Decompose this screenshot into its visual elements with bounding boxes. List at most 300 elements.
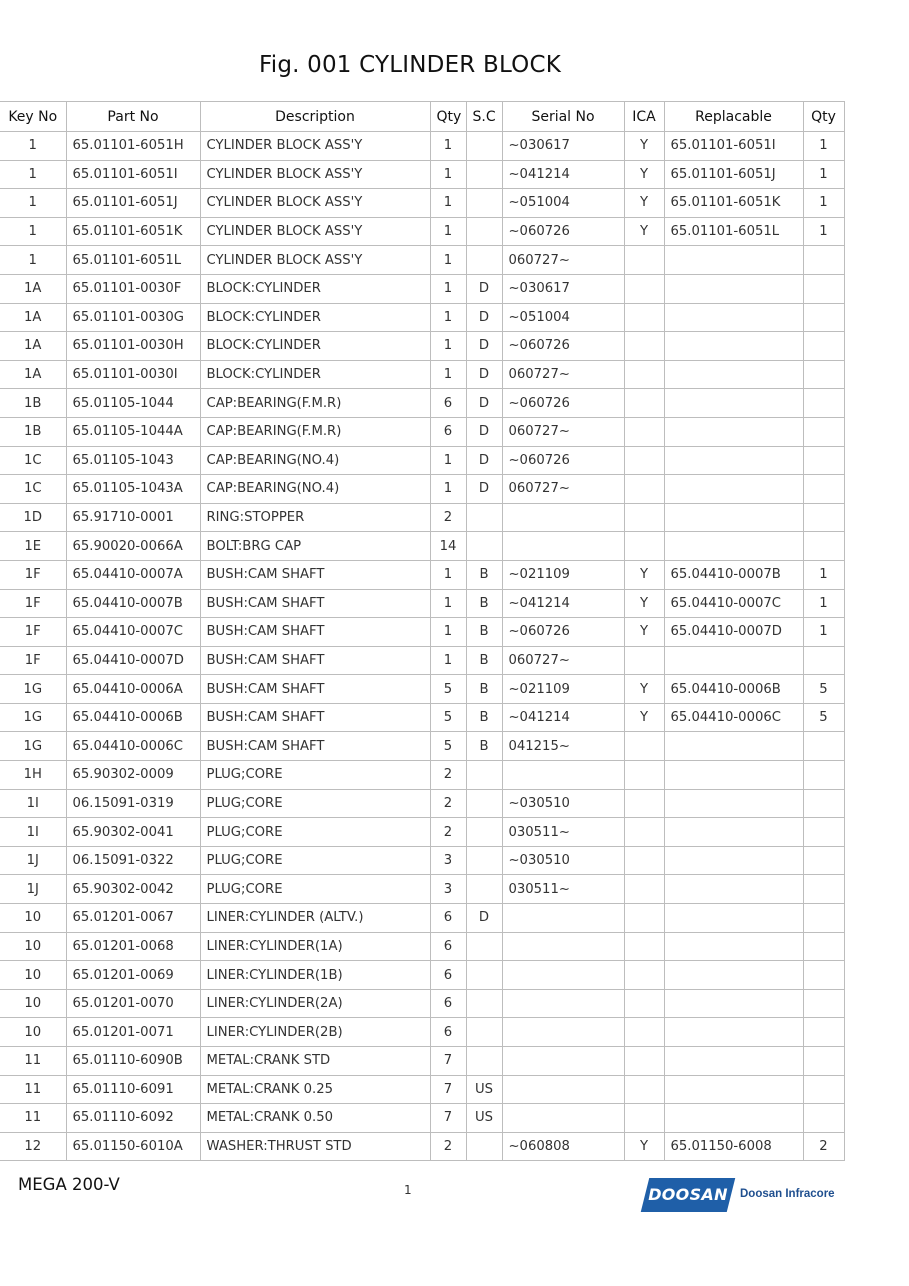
col-header-ica: ICA xyxy=(624,102,664,132)
cell-qty: 3 xyxy=(430,875,466,904)
cell-description: LINER:CYLINDER(1A) xyxy=(200,932,430,961)
cell-ica: Y xyxy=(624,589,664,618)
cell-description: BLOCK:CYLINDER xyxy=(200,274,430,303)
cell-sc: D xyxy=(466,904,502,933)
cell-replacable xyxy=(664,332,803,361)
cell-replacable-qty xyxy=(803,904,844,933)
cell-part-no: 65.01201-0067 xyxy=(66,904,200,933)
cell-serial-no: ~021109 xyxy=(502,675,624,704)
cell-ica: Y xyxy=(624,217,664,246)
cell-replacable-qty xyxy=(803,761,844,790)
cell-replacable-qty xyxy=(803,274,844,303)
cell-description: METAL:CRANK 0.50 xyxy=(200,1104,430,1133)
cell-qty: 1 xyxy=(430,475,466,504)
cell-key-no: 1F xyxy=(0,618,66,647)
cell-part-no: 65.04410-0006C xyxy=(66,732,200,761)
cell-part-no: 65.04410-0007D xyxy=(66,646,200,675)
cell-replacable-qty: 1 xyxy=(803,189,844,218)
cell-serial-no xyxy=(502,1075,624,1104)
logo-mark-text: DOOSAN xyxy=(648,1185,728,1204)
col-header-qty: Qty xyxy=(430,102,466,132)
table-row xyxy=(0,818,844,847)
cell-ica xyxy=(624,246,664,275)
cell-replacable-qty xyxy=(803,1047,844,1076)
cell-replacable-qty xyxy=(803,303,844,332)
cell-sc xyxy=(466,160,502,189)
cell-replacable-qty xyxy=(803,475,844,504)
cell-part-no: 65.90302-0041 xyxy=(66,818,200,847)
cell-ica xyxy=(624,875,664,904)
cell-sc: D xyxy=(466,389,502,418)
cell-qty: 1 xyxy=(430,160,466,189)
cell-sc xyxy=(466,818,502,847)
cell-qty: 7 xyxy=(430,1104,466,1133)
table-row xyxy=(0,274,844,303)
cell-key-no: 1 xyxy=(0,217,66,246)
cell-part-no: 65.01101-6051J xyxy=(66,189,200,218)
cell-sc xyxy=(466,932,502,961)
cell-description: CAP:BEARING(F.M.R) xyxy=(200,417,430,446)
cell-qty: 6 xyxy=(430,961,466,990)
cell-qty: 1 xyxy=(430,589,466,618)
cell-replacable xyxy=(664,503,803,532)
cell-key-no: 1B xyxy=(0,389,66,418)
cell-ica: Y xyxy=(624,132,664,161)
cell-ica: Y xyxy=(624,160,664,189)
cell-key-no: 1J xyxy=(0,875,66,904)
cell-sc: D xyxy=(466,360,502,389)
cell-ica xyxy=(624,1104,664,1133)
cell-description: PLUG;CORE xyxy=(200,761,430,790)
cell-key-no: 11 xyxy=(0,1075,66,1104)
cell-key-no: 10 xyxy=(0,932,66,961)
cell-sc xyxy=(466,503,502,532)
cell-sc xyxy=(466,989,502,1018)
cell-replacable-qty xyxy=(803,789,844,818)
cell-key-no: 1A xyxy=(0,360,66,389)
cell-description: CYLINDER BLOCK ASS'Y xyxy=(200,246,430,275)
cell-ica xyxy=(624,303,664,332)
cell-description: BUSH:CAM SHAFT xyxy=(200,703,430,732)
table-row xyxy=(0,1104,844,1133)
cell-description: CYLINDER BLOCK ASS'Y xyxy=(200,132,430,161)
cell-description: METAL:CRANK 0.25 xyxy=(200,1075,430,1104)
cell-replacable: 65.04410-0006B xyxy=(664,675,803,704)
cell-replacable xyxy=(664,274,803,303)
cell-replacable xyxy=(664,732,803,761)
cell-replacable xyxy=(664,1075,803,1104)
cell-replacable xyxy=(664,417,803,446)
cell-description: CAP:BEARING(F.M.R) xyxy=(200,389,430,418)
cell-qty: 2 xyxy=(430,761,466,790)
col-header-description: Description xyxy=(200,102,430,132)
cell-serial-no xyxy=(502,932,624,961)
cell-serial-no xyxy=(502,989,624,1018)
cell-part-no: 65.04410-0006B xyxy=(66,703,200,732)
cell-serial-no xyxy=(502,1047,624,1076)
cell-sc: US xyxy=(466,1075,502,1104)
cell-key-no: 10 xyxy=(0,961,66,990)
cell-ica: Y xyxy=(624,189,664,218)
cell-serial-no: 060727~ xyxy=(502,360,624,389)
table-row xyxy=(0,417,844,446)
cell-key-no: 1I xyxy=(0,789,66,818)
cell-replacable-qty: 1 xyxy=(803,589,844,618)
table-row xyxy=(0,932,844,961)
cell-replacable: 65.04410-0006C xyxy=(664,703,803,732)
cell-replacable xyxy=(664,303,803,332)
cell-part-no: 65.01150-6010A xyxy=(66,1132,200,1161)
cell-serial-no: ~041214 xyxy=(502,589,624,618)
cell-key-no: 1G xyxy=(0,732,66,761)
cell-sc xyxy=(466,132,502,161)
cell-key-no: 1E xyxy=(0,532,66,561)
table-row xyxy=(0,389,844,418)
cell-serial-no: ~060726 xyxy=(502,618,624,647)
cell-description: PLUG;CORE xyxy=(200,846,430,875)
cell-replacable-qty: 1 xyxy=(803,217,844,246)
cell-sc: B xyxy=(466,703,502,732)
cell-ica xyxy=(624,360,664,389)
cell-replacable xyxy=(664,875,803,904)
cell-key-no: 1A xyxy=(0,274,66,303)
cell-ica xyxy=(624,932,664,961)
page-number: 1 xyxy=(404,1183,412,1197)
cell-serial-no: 030511~ xyxy=(502,875,624,904)
cell-ica xyxy=(624,989,664,1018)
table-row xyxy=(0,589,844,618)
cell-key-no: 10 xyxy=(0,1018,66,1047)
cell-part-no: 65.01201-0069 xyxy=(66,961,200,990)
col-header-part-no: Part No xyxy=(66,102,200,132)
cell-ica xyxy=(624,761,664,790)
table-row xyxy=(0,675,844,704)
cell-description: BUSH:CAM SHAFT xyxy=(200,589,430,618)
cell-serial-no: 060727~ xyxy=(502,646,624,675)
cell-serial-no: ~021109 xyxy=(502,560,624,589)
cell-ica xyxy=(624,532,664,561)
cell-qty: 1 xyxy=(430,132,466,161)
cell-ica xyxy=(624,646,664,675)
cell-description: BLOCK:CYLINDER xyxy=(200,360,430,389)
cell-replacable-qty xyxy=(803,446,844,475)
cell-part-no: 65.04410-0007C xyxy=(66,618,200,647)
cell-qty: 5 xyxy=(430,703,466,732)
table-row xyxy=(0,189,844,218)
table-row xyxy=(0,961,844,990)
cell-replacable-qty xyxy=(803,332,844,361)
cell-sc: D xyxy=(466,332,502,361)
cell-description: BUSH:CAM SHAFT xyxy=(200,560,430,589)
table-row xyxy=(0,618,844,647)
cell-description: BUSH:CAM SHAFT xyxy=(200,675,430,704)
cell-replacable: 65.01150-6008 xyxy=(664,1132,803,1161)
cell-ica xyxy=(624,503,664,532)
cell-serial-no xyxy=(502,1018,624,1047)
table-row xyxy=(0,475,844,504)
cell-sc xyxy=(466,961,502,990)
cell-replacable-qty xyxy=(803,503,844,532)
cell-description: PLUG;CORE xyxy=(200,818,430,847)
cell-replacable-qty xyxy=(803,1018,844,1047)
cell-part-no: 65.01101-0030H xyxy=(66,332,200,361)
cell-serial-no: 041215~ xyxy=(502,732,624,761)
cell-replacable xyxy=(664,904,803,933)
cell-replacable-qty xyxy=(803,818,844,847)
cell-sc: D xyxy=(466,274,502,303)
cell-key-no: 1 xyxy=(0,189,66,218)
cell-serial-no: 060727~ xyxy=(502,246,624,275)
cell-qty: 1 xyxy=(430,303,466,332)
cell-serial-no: ~030510 xyxy=(502,846,624,875)
table-row xyxy=(0,132,844,161)
cell-replacable xyxy=(664,961,803,990)
table-row xyxy=(0,446,844,475)
cell-serial-no: ~041214 xyxy=(502,160,624,189)
cell-sc xyxy=(466,761,502,790)
cell-qty: 6 xyxy=(430,1018,466,1047)
cell-replacable-qty xyxy=(803,389,844,418)
cell-replacable xyxy=(664,989,803,1018)
cell-description: BUSH:CAM SHAFT xyxy=(200,732,430,761)
cell-replacable-qty xyxy=(803,646,844,675)
cell-sc xyxy=(466,789,502,818)
table-row xyxy=(0,303,844,332)
cell-sc xyxy=(466,1047,502,1076)
cell-ica xyxy=(624,1018,664,1047)
cell-description: CYLINDER BLOCK ASS'Y xyxy=(200,217,430,246)
cell-serial-no xyxy=(502,904,624,933)
cell-description: BOLT:BRG CAP xyxy=(200,532,430,561)
cell-serial-no: ~051004 xyxy=(502,303,624,332)
cell-qty: 1 xyxy=(430,446,466,475)
cell-replacable: 65.01101-6051L xyxy=(664,217,803,246)
cell-replacable-qty xyxy=(803,532,844,561)
cell-replacable-qty: 2 xyxy=(803,1132,844,1161)
cell-qty: 14 xyxy=(430,532,466,561)
cell-serial-no xyxy=(502,1104,624,1133)
cell-replacable-qty xyxy=(803,932,844,961)
cell-key-no: 1C xyxy=(0,475,66,504)
cell-part-no: 65.04410-0007A xyxy=(66,560,200,589)
cell-key-no: 1D xyxy=(0,503,66,532)
table-row xyxy=(0,875,844,904)
cell-part-no: 65.01110-6090B xyxy=(66,1047,200,1076)
table-row xyxy=(0,217,844,246)
cell-replacable-qty xyxy=(803,417,844,446)
cell-ica: Y xyxy=(624,560,664,589)
cell-replacable xyxy=(664,789,803,818)
cell-description: CAP:BEARING(NO.4) xyxy=(200,475,430,504)
cell-replacable xyxy=(664,360,803,389)
cell-key-no: 12 xyxy=(0,1132,66,1161)
cell-key-no: 1A xyxy=(0,332,66,361)
cell-qty: 6 xyxy=(430,417,466,446)
cell-sc: B xyxy=(466,646,502,675)
cell-replacable-qty xyxy=(803,1075,844,1104)
cell-ica xyxy=(624,389,664,418)
table-row xyxy=(0,503,844,532)
cell-replacable-qty xyxy=(803,846,844,875)
cell-part-no: 65.04410-0007B xyxy=(66,589,200,618)
cell-replacable xyxy=(664,818,803,847)
cell-description: BUSH:CAM SHAFT xyxy=(200,618,430,647)
cell-sc xyxy=(466,217,502,246)
cell-qty: 1 xyxy=(430,618,466,647)
table-row xyxy=(0,703,844,732)
cell-ica xyxy=(624,475,664,504)
cell-qty: 7 xyxy=(430,1047,466,1076)
cell-part-no: 65.01201-0070 xyxy=(66,989,200,1018)
cell-sc xyxy=(466,532,502,561)
cell-sc: D xyxy=(466,417,502,446)
cell-replacable-qty xyxy=(803,246,844,275)
cell-key-no: 1A xyxy=(0,303,66,332)
cell-ica xyxy=(624,904,664,933)
cell-replacable xyxy=(664,932,803,961)
cell-serial-no xyxy=(502,532,624,561)
cell-replacable-qty: 5 xyxy=(803,703,844,732)
cell-replacable-qty xyxy=(803,989,844,1018)
cell-description: BUSH:CAM SHAFT xyxy=(200,646,430,675)
cell-key-no: 1F xyxy=(0,560,66,589)
cell-part-no: 65.01101-6051H xyxy=(66,132,200,161)
cell-sc xyxy=(466,1018,502,1047)
cell-description: CAP:BEARING(NO.4) xyxy=(200,446,430,475)
cell-sc: D xyxy=(466,475,502,504)
cell-part-no: 65.01101-6051I xyxy=(66,160,200,189)
cell-qty: 1 xyxy=(430,560,466,589)
table-row xyxy=(0,789,844,818)
cell-key-no: 1 xyxy=(0,132,66,161)
parts-table xyxy=(0,101,845,1161)
cell-part-no: 65.01101-6051K xyxy=(66,217,200,246)
doosan-logo xyxy=(645,1176,835,1216)
cell-sc xyxy=(466,189,502,218)
cell-serial-no: ~030617 xyxy=(502,132,624,161)
cell-serial-no xyxy=(502,761,624,790)
table-row xyxy=(0,646,844,675)
cell-key-no: 1F xyxy=(0,646,66,675)
cell-ica xyxy=(624,274,664,303)
cell-key-no: 11 xyxy=(0,1047,66,1076)
cell-part-no: 65.01201-0071 xyxy=(66,1018,200,1047)
cell-serial-no: ~060808 xyxy=(502,1132,624,1161)
cell-replacable: 65.01101-6051J xyxy=(664,160,803,189)
cell-qty: 1 xyxy=(430,274,466,303)
cell-ica xyxy=(624,846,664,875)
cell-description: CYLINDER BLOCK ASS'Y xyxy=(200,189,430,218)
cell-key-no: 1G xyxy=(0,675,66,704)
cell-replacable xyxy=(664,761,803,790)
cell-part-no: 65.90302-0042 xyxy=(66,875,200,904)
cell-key-no: 1 xyxy=(0,160,66,189)
cell-serial-no: 060727~ xyxy=(502,417,624,446)
cell-sc: B xyxy=(466,732,502,761)
table-row xyxy=(0,1075,844,1104)
cell-serial-no: ~060726 xyxy=(502,446,624,475)
cell-key-no: 1J xyxy=(0,846,66,875)
cell-serial-no: 060727~ xyxy=(502,475,624,504)
table-row xyxy=(0,732,844,761)
cell-key-no: 1I xyxy=(0,818,66,847)
cell-part-no: 65.01105-1044A xyxy=(66,417,200,446)
cell-replacable: 65.01101-6051I xyxy=(664,132,803,161)
cell-replacable xyxy=(664,246,803,275)
table-row xyxy=(0,560,844,589)
cell-description: LINER:CYLINDER(2B) xyxy=(200,1018,430,1047)
cell-sc: B xyxy=(466,675,502,704)
cell-sc: D xyxy=(466,446,502,475)
table-row xyxy=(0,1018,844,1047)
cell-sc xyxy=(466,846,502,875)
cell-ica xyxy=(624,1047,664,1076)
cell-replacable-qty xyxy=(803,875,844,904)
cell-replacable-qty xyxy=(803,732,844,761)
cell-replacable xyxy=(664,389,803,418)
cell-part-no: 65.01110-6092 xyxy=(66,1104,200,1133)
cell-serial-no: ~060726 xyxy=(502,332,624,361)
cell-part-no: 65.01101-0030I xyxy=(66,360,200,389)
cell-ica: Y xyxy=(624,703,664,732)
cell-qty: 6 xyxy=(430,989,466,1018)
table-row xyxy=(0,332,844,361)
table-row xyxy=(0,1132,844,1161)
col-header-replacable-qty: Qty xyxy=(803,102,844,132)
cell-part-no: 65.01201-0068 xyxy=(66,932,200,961)
cell-ica xyxy=(624,332,664,361)
cell-serial-no: ~051004 xyxy=(502,189,624,218)
table-row xyxy=(0,532,844,561)
cell-replacable-qty xyxy=(803,961,844,990)
cell-description: LINER:CYLINDER(1B) xyxy=(200,961,430,990)
cell-qty: 6 xyxy=(430,389,466,418)
col-header-sc: S.C xyxy=(466,102,502,132)
cell-key-no: 1 xyxy=(0,246,66,275)
cell-ica: Y xyxy=(624,675,664,704)
cell-replacable xyxy=(664,1047,803,1076)
cell-part-no: 06.15091-0319 xyxy=(66,789,200,818)
cell-description: WASHER:THRUST STD xyxy=(200,1132,430,1161)
cell-sc: B xyxy=(466,589,502,618)
cell-serial-no: ~030510 xyxy=(502,789,624,818)
cell-replacable-qty: 5 xyxy=(803,675,844,704)
cell-key-no: 1B xyxy=(0,417,66,446)
cell-part-no: 65.01105-1043A xyxy=(66,475,200,504)
cell-description: CYLINDER BLOCK ASS'Y xyxy=(200,160,430,189)
cell-replacable xyxy=(664,446,803,475)
cell-part-no: 65.01105-1043 xyxy=(66,446,200,475)
table-row xyxy=(0,1047,844,1076)
cell-part-no: 65.90302-0009 xyxy=(66,761,200,790)
cell-part-no: 65.01105-1044 xyxy=(66,389,200,418)
table-row xyxy=(0,989,844,1018)
cell-qty: 2 xyxy=(430,1132,466,1161)
cell-replacable-qty: 1 xyxy=(803,132,844,161)
cell-sc: D xyxy=(466,303,502,332)
cell-replacable-qty: 1 xyxy=(803,560,844,589)
cell-part-no: 65.01110-6091 xyxy=(66,1075,200,1104)
cell-key-no: 1H xyxy=(0,761,66,790)
cell-sc: B xyxy=(466,618,502,647)
cell-qty: 5 xyxy=(430,675,466,704)
table-row xyxy=(0,160,844,189)
table-row xyxy=(0,761,844,790)
cell-sc xyxy=(466,1132,502,1161)
cell-description: BLOCK:CYLINDER xyxy=(200,332,430,361)
cell-sc xyxy=(466,246,502,275)
table-row xyxy=(0,246,844,275)
